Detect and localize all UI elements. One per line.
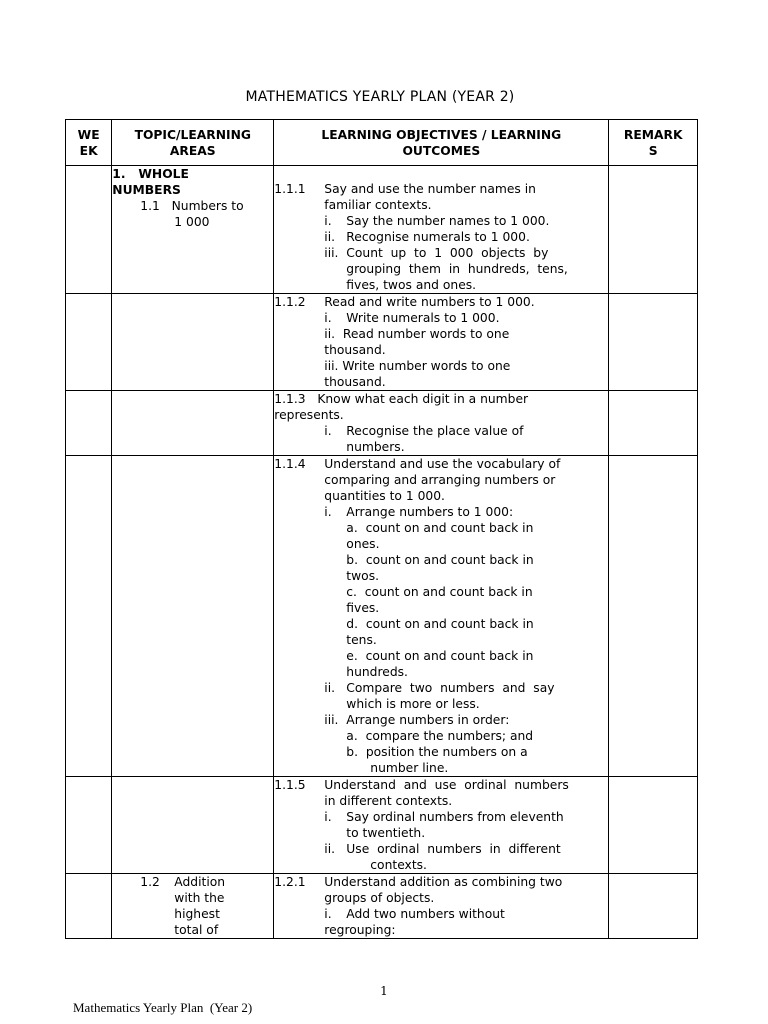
outcome-text: Write numerals to 1 000.: [346, 311, 500, 325]
sub-outcome-item: [274, 552, 608, 584]
topic-sub: [112, 198, 273, 214]
sub-outcome-text: count on and count back in: [365, 617, 534, 631]
topic-main-number: 1.: [112, 167, 126, 181]
week-cell: [66, 777, 112, 874]
header-topic-line2: AREAS: [169, 143, 216, 158]
outcome-item: [274, 809, 608, 841]
header-objectives-line1: LEARNING OBJECTIVES / LEARNING: [321, 127, 562, 142]
sub-outcome-item: [274, 616, 608, 648]
outcome-item: [274, 310, 608, 326]
topic-cell: [112, 874, 274, 939]
sub-outcome-text: compare the numbers; and: [365, 729, 534, 743]
header-objectives-line2: OUTCOMES: [402, 143, 481, 158]
outcome-item: [274, 213, 608, 229]
outcome-text: Say the number names to 1 000.: [346, 214, 550, 228]
remarks-cell: [609, 391, 698, 456]
objective: [274, 456, 608, 504]
sub-outcome-line: [346, 552, 608, 568]
week-cell: [66, 166, 112, 294]
header-week-line1: WE: [77, 127, 100, 142]
objective-text-line: in different contexts.: [324, 794, 453, 808]
objective-text: Read and write numbers to 1 000.: [324, 295, 535, 309]
sub-outcome-text-cont: fives.: [346, 601, 380, 615]
sub-outcome-text-cont: tens.: [346, 633, 377, 647]
remarks-cell: [609, 294, 698, 391]
objective: [274, 874, 608, 906]
topic-sub-text-line: with the: [174, 891, 225, 905]
objectives-cell: [274, 391, 609, 456]
objective: [274, 294, 608, 310]
topic-sub: [112, 874, 273, 938]
outcome-number: ii.: [324, 230, 336, 244]
objective-text: Know what each digit in a number: [317, 392, 529, 406]
objectives-cell: [274, 874, 609, 939]
table-row: [66, 166, 698, 294]
topic-cell: [112, 456, 274, 777]
table-row: [66, 777, 698, 874]
objective-text: [324, 456, 608, 504]
topic-sub-number: 1.2: [140, 875, 160, 889]
remarks-cell: [609, 456, 698, 777]
table-header-row: [66, 120, 698, 166]
objective-text-line: familiar contexts.: [324, 198, 432, 212]
outcome-item: [274, 504, 608, 520]
header-topic: [112, 120, 274, 166]
sub-outcome-text: count on and count back in: [365, 553, 534, 567]
objective: [274, 777, 608, 809]
outcome-text-line: which is more or less.: [346, 697, 480, 711]
page-title: MATHEMATICS YEARLY PLAN (YEAR 2): [245, 89, 515, 105]
outcome-number: i.: [324, 505, 332, 519]
sub-outcome-text-cont: ones.: [346, 537, 380, 551]
outcome-item: [274, 326, 608, 358]
sub-outcome-item: [274, 520, 608, 552]
objective-number: 1.1.3: [274, 392, 306, 406]
outcome-number: i.: [324, 810, 332, 824]
outcome-text-line: fives, twos and ones.: [346, 278, 477, 292]
objectives-cell: [274, 777, 609, 874]
outcome-text-line: Add two numbers without: [346, 907, 505, 921]
outcome-number: iii.: [324, 359, 339, 373]
table-row: [66, 456, 698, 777]
topic-sub-text2: 1 000: [174, 215, 210, 229]
outcome-number: ii.: [324, 327, 336, 341]
topic-sub-text-line: highest: [174, 907, 220, 921]
objective: [274, 181, 608, 213]
sub-outcome-text: count on and count back in: [365, 649, 534, 663]
sub-outcome-text-cont: twos.: [346, 569, 380, 583]
outcome-text: Arrange numbers to 1 000:: [346, 505, 514, 519]
topic-sub-number: 1.1: [140, 199, 160, 213]
sub-outcome-letter: c.: [346, 585, 357, 599]
outcome-item: [274, 841, 608, 873]
sub-outcome-letter: d.: [346, 617, 359, 631]
objective-line: [274, 391, 608, 407]
outcome-text-line: to twentieth.: [346, 826, 426, 840]
page-number: 1: [380, 984, 388, 998]
table-row: [66, 874, 698, 939]
yearly-plan-table: [65, 119, 698, 939]
outcome-text: Arrange numbers in order:: [346, 713, 510, 727]
sub-outcome-text-cont: hundreds.: [346, 665, 408, 679]
outcome-item: [274, 906, 608, 922]
sub-outcome-item: [274, 584, 608, 616]
outcome-text: [346, 906, 608, 922]
outcome-text: [346, 423, 608, 455]
outcome-item: [274, 423, 608, 455]
sub-outcome-item: [274, 728, 608, 744]
outcome-item: [274, 712, 608, 728]
outcome-text-cont: thousand.: [324, 375, 386, 389]
sub-outcome-line: [346, 744, 608, 760]
outcome-number: i.: [324, 424, 332, 438]
sub-outcome-line: [346, 648, 608, 664]
header-objectives: [274, 120, 609, 166]
week-cell: [66, 294, 112, 391]
topic-sub-text-line: Addition: [174, 875, 226, 889]
sub-outcome-text-cont: number line.: [370, 761, 449, 775]
remarks-cell: [609, 874, 698, 939]
outcome-number: i.: [324, 214, 332, 228]
week-cell: [66, 391, 112, 456]
outcome-item: [274, 245, 608, 293]
outcome-text-line: Compare two numbers and say: [346, 681, 555, 695]
outcome-item: [274, 229, 608, 245]
objective-number: 1.1.2: [274, 295, 306, 309]
outcome-text-line: contexts.: [370, 858, 427, 872]
outcome-number: i.: [324, 907, 332, 921]
outcome-text: [346, 809, 608, 841]
outcome-text-line: numbers.: [346, 440, 405, 454]
objective-number: 1.1.5: [274, 778, 306, 792]
objective-number: 1.1.4: [274, 457, 306, 471]
sub-outcome-text: count on and count back in: [365, 521, 534, 535]
sub-outcome-line: [346, 728, 608, 744]
topic-sub-text-line: total of: [174, 923, 219, 937]
sub-outcome-line: [346, 520, 608, 536]
outcome-number: ii.: [324, 842, 336, 856]
topic-cell: [112, 166, 274, 294]
sub-outcome-line: [346, 584, 608, 600]
objective-text-line: Understand and use ordinal numbers: [324, 778, 569, 792]
table-row: [66, 391, 698, 456]
objective-text-cont: represents.: [274, 408, 344, 422]
outcome-text: [346, 680, 608, 712]
outcome-item: [274, 358, 608, 390]
sub-outcome-line: [346, 616, 608, 632]
sub-outcome-item: [274, 744, 608, 776]
objective-text: [324, 777, 608, 809]
outcome-text: Recognise numerals to 1 000.: [346, 230, 530, 244]
header-topic-line1: TOPIC/LEARNING: [134, 127, 251, 142]
outcome-text-cont: thousand.: [324, 343, 386, 357]
sub-outcome-letter: a.: [346, 521, 358, 535]
objective-text-line: Say and use the number names in: [324, 182, 536, 196]
outcome-text-line: Use ordinal numbers in different: [346, 842, 561, 856]
objective-text-line: Understand addition as combining two: [324, 875, 563, 889]
header-remarks: [609, 120, 698, 166]
outcome-number: i.: [324, 311, 332, 325]
header-remarks-line2: S: [648, 143, 658, 158]
objective-text: [324, 874, 608, 906]
sub-outcome-item: [274, 648, 608, 680]
objectives-cell: [274, 166, 609, 294]
objective-text-line: groups of objects.: [324, 891, 435, 905]
objectives-cell: [274, 456, 609, 777]
objectives-cell: [274, 294, 609, 391]
sub-outcome-text: position the numbers on a: [365, 745, 528, 759]
sub-outcome-letter: a.: [346, 729, 358, 743]
outcome-line: [324, 358, 608, 374]
outcome-number: iii.: [324, 713, 339, 727]
topic-sub-text: [174, 874, 273, 938]
objective-number: 1.2.1: [274, 875, 306, 889]
sub-outcome-letter: b.: [346, 553, 359, 567]
week-cell: [66, 456, 112, 777]
outcome-text-line: Say ordinal numbers from eleventh: [346, 810, 564, 824]
objective-text-line: comparing and arranging numbers or: [324, 473, 556, 487]
sub-outcome-letter: e.: [346, 649, 358, 663]
objective-number: 1.1.1: [274, 182, 306, 196]
topic-cell: [112, 391, 274, 456]
topic-cell: [112, 777, 274, 874]
topic-sub-text1: Numbers to: [171, 199, 244, 213]
table-row: [66, 294, 698, 391]
header-remarks-line1: REMARK: [623, 127, 683, 142]
footer-text: Mathematics Yearly Plan (Year 2): [73, 1000, 253, 1015]
objective-text: [324, 181, 608, 213]
objective-text-line: Understand and use the vocabulary of: [324, 457, 561, 471]
sub-outcome-text: count on and count back in: [364, 585, 533, 599]
outcome-line: [324, 326, 608, 342]
outcome-item: [274, 680, 608, 712]
week-cell: [66, 874, 112, 939]
sub-outcome-letter: b.: [346, 745, 359, 759]
outcome-number: ii.: [324, 681, 336, 695]
remarks-cell: [609, 166, 698, 294]
outcome-text: Write number words to one: [342, 359, 511, 373]
topic-main-word1: WHOLE: [138, 167, 189, 181]
header-week-line2: EK: [79, 143, 98, 158]
outcome-text-line: grouping them in hundreds, tens,: [346, 262, 568, 276]
outcome-text-cont: regrouping:: [324, 923, 396, 937]
outcome-number: iii.: [324, 246, 339, 260]
header-week: [66, 120, 112, 166]
outcome-text: Read number words to one: [342, 327, 510, 341]
remarks-cell: [609, 777, 698, 874]
topic-main: [112, 166, 273, 182]
outcome-text-line: Count up to 1 000 objects by: [346, 246, 549, 260]
objective-text-line: quantities to 1 000.: [324, 489, 445, 503]
outcome-text: [346, 841, 608, 873]
outcome-text: [346, 245, 608, 293]
topic-cell: [112, 294, 274, 391]
topic-main-word2: NUMBERS: [112, 183, 181, 197]
outcome-text-line: Recognise the place value of: [346, 424, 524, 438]
